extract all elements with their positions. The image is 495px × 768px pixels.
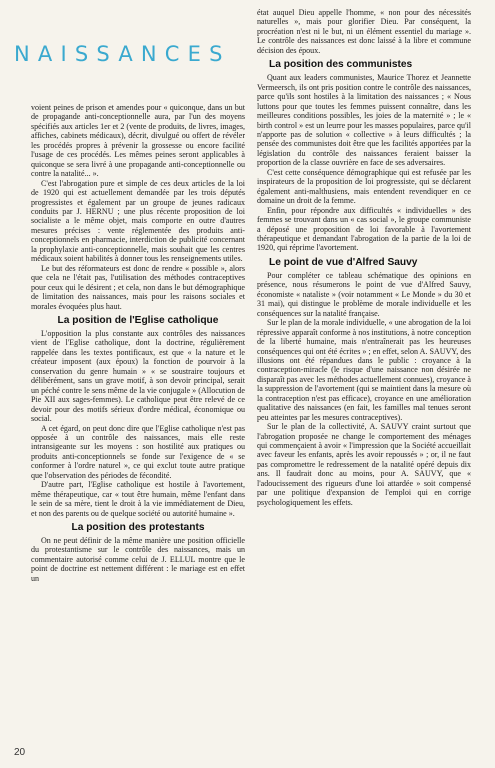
paragraph: voient peines de prison et amendes pour « quiconque, dans un but de propagande anti-conceptionnelle aura, par l'un des moyens spécifiés aux articles 1er et 2 (vente de produits, de livres, images, affiches, cabinets médicaux), décrit, divulgué ou offert de révéler les procédés propres à prévenir la grossesse ou encore facilité l'usage de ces procédés. Les mêmes peines seront applicables à quiconque se sera livré à une propagande anti-conceptionnelle ou contre la natalité... ». <box>31 103 245 179</box>
paragraph: Pour compléter ce tableau schématique des opinions en présence, nous résumerons le point de vue d'Alfred Sauvy, économiste « nataliste » (voir notamment « Le Monde » du 30 et 31 mai), qui distingue le problème de morale individuelle et les conséquences sur la natalité française. <box>257 270 471 318</box>
paragraph: A cet égard, on peut donc dire que l'Eglise catholique n'est pas opposée à un contrôle des naissances, mais elle reste intransigeante sur les moyens : son hostilité aux pratiques ou produits anti-conceptionnels se fonde sur l'exigence de « se conformer à l'ordre naturel », ce qui exclut toute autre pratique que l'observation des périodes de fécondité. <box>31 423 245 480</box>
paragraph: Sur le plan de la morale individuelle, « une abrogation de la loi répressive apparaît conforme à nos institutions, à notre conception de la liberté humaine, mais n'entraînerait pas les heureuses conséquences qui ont été écrites » ; en effet, selon A. SAUVY, des illusions ont été répandues dans le public : croyance à la contraception-miracle (le risque d'une naissance non désirée ne disparaît pas avec les méthodes actuellement connues), croyance à la suppression de l'avortement (qui se maintient dans la mesure où la contraception n'est pas efficace), croyance en une amélioration qualitative des naissances (en fait, les familles mal tenues seront peu atteintes par les mesures contraceptives). <box>257 318 471 422</box>
paragraph: Sur le plan de la collectivité, A. SAUVY craint surtout que l'abrogation proposée ne change le comportement des ménages qui commençaient à avoir « l'impression que la Société accueillait avec faveur les enfants, après les avoir repoussés » ; or, il ne faut pas compromettre le redressement de la natalité opéré depuis dix ans. Il faudrait donc au moins, pour A. SAUVY, que « l'adoucissement des rigueurs d'une loi attardée » soit compensé par une politique d'expansion de l'emploi qui en corrige psychologiquement les effets. <box>257 422 471 507</box>
section-heading-sauvy: Le point de vue d'Alfred Sauvy <box>269 256 418 268</box>
page-number: 20 <box>14 747 26 758</box>
paragraph: Le but des réformateurs est donc de rendre « possible », alors que cela ne l'était pas, l'utilisation des méthodes contraceptives pour ceux qui le désirent ; et cela, non dans le but démographique de limitation des naissances, mais pour les raisons sociales et morales évoquées plus haut. <box>31 263 245 311</box>
paragraph: C'est cette conséquence démographique qui est refusée par les inspirateurs de la proposition de loi progressiste, qui se déclarent également anti-malthusiens, mais entendent revendiquer en ce domaine un droit de la femme. <box>257 167 471 206</box>
section-heading-catholic: La position de l'Eglise catholique <box>57 314 219 326</box>
paragraph: état auquel Dieu appelle l'homme, « non pour des nécessités naturelles », mais pour glorifier Dieu. Par conséquent, la procréation n'est ni le but, ni un élément essentiel du mariage ». Le contrôle des naissances est donc laissé à la libre et commune décision des époux. <box>257 8 471 55</box>
paragraph: Enfin, pour répondre aux difficultés « individuelles » des femmes se trouvant dans un « cas social », le groupe communiste a déposé une proposition de loi favorable à l'avortement thérapeutique et demandant l'abrogation de la partie de la loi de 1920, qui réprime l'avortement. <box>257 205 471 253</box>
section-heading-protestant: La position des protestants <box>71 522 205 534</box>
right-column <box>257 8 471 507</box>
paragraph: L'opposition la plus constante aux contrôles des naissances vient de l'Eglise catholique, dont la doctrine, régulièrement rappelée dans les textes pontificaux, est que « la nature et le créateur imposent (aux époux) la fonction de pourvoir à la conservation du genre humain » « se soustraire toujours et délibérément, sans un grave motif, à son devoir principal, serait un péché contre le sens même de la vie conjugale » (Allocution de Pie XII aux sages-femmes). Le catholique peut être relevé de ce devoir pour des motifs sérieux d'ordre médical, économique ou social. <box>31 328 245 424</box>
paragraph: On ne peut définir de la même manière une position officielle du protestantisme sur le contrôle des naissances, mais un commentaire autorisé comme celui de J. ELLUL montre que le point de doctrine est nettement différent : le mariage est en effet un <box>31 536 245 583</box>
paragraph: D'autre part, l'Eglise catholique est hostile à l'avortement, même thérapeutique, car « tout être humain, même l'enfant dans le sein de sa mère, tient le droit à la vie immédiatement de Dieu, et non des parents ou de quelque société ou autorité humaine ». <box>31 480 245 518</box>
paragraph: C'est l'abrogation pure et simple de ces deux articles de la loi de 1920 qui est actuellement demandée par les trois députés progressistes et également par un groupe de jeunes radicaux conduits par J. HERNU ; une plus récente proposition de loi socialiste a le même objet, mais comporte en outre d'autres mesures précises : vente réglementée des produits anti-conceptionnels en pharmacie, interdiction de publicité concernant la prophylaxie anti-conceptionnelle, mais souhait que les centres médicaux soient habilités à donner tous les renseignements utiles. <box>31 178 245 264</box>
left-column <box>31 103 245 583</box>
section-heading-communist: La position des communistes <box>269 59 413 71</box>
page-title: NAISSANCES <box>14 42 231 66</box>
paragraph: Quant aux leaders communistes, Maurice Thorez et Jeannette Vermeersch, ils ont pris position contre le contrôle des naissances, parce qu'ils sont hostiles à la limitation des naissances ; « Nous luttons pour que toutes les femmes puissent connaître, dans les meilleures conditions possibles, les joies de la maternité » ; le « birth control » est un leurre pour les masses populaires, parce qu'il n'apporte pas de solution « collective » à leurs difficultés ; la pensée des communistes doit être que les facilités apportées par la législation du contrôle des naissances feraient baisser la proportion de la classe ouvrière en face de ses adversaires. <box>257 73 471 168</box>
